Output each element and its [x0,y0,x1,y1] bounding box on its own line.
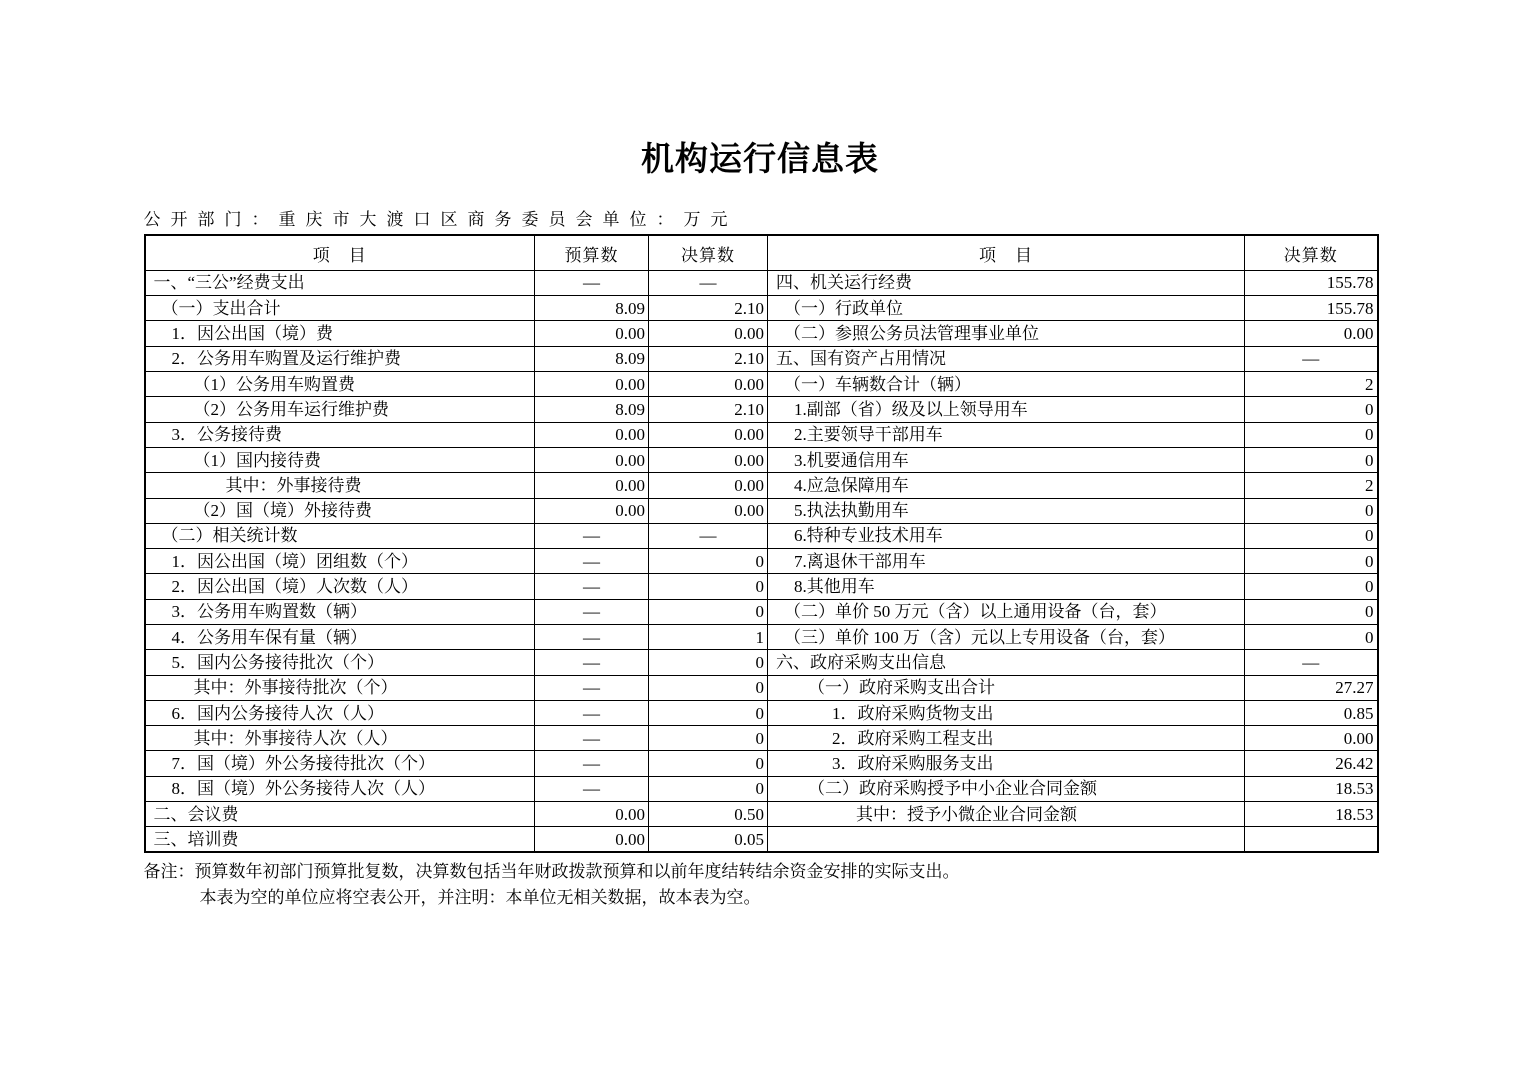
budget-value-cell: — [535,700,649,725]
table-row [145,726,1378,751]
right-final-value-cell: 0 [1245,625,1378,650]
right-final-value-cell: 18.53 [1245,776,1378,801]
budget-value-cell: — [535,625,649,650]
table-row [145,397,1378,422]
document-page [144,0,1377,911]
right-item-cell: 6.特种专业技术用车 [768,523,1245,548]
left-item-cell: 2．因公出国（境）人次数（人） [145,574,535,599]
final-value-cell: — [649,270,768,295]
table-row [145,473,1378,498]
budget-value-cell: 0.00 [535,827,649,852]
table-row [145,802,1378,827]
left-item-cell: （2）公务用车运行维护费 [145,397,535,422]
info-table [144,234,1379,853]
final-value-cell: 0 [649,650,768,675]
left-item-cell: 二、会议费 [145,802,535,827]
budget-value-cell: — [535,523,649,548]
left-item-cell: 其中：外事接待费 [145,473,535,498]
left-item-cell: 一、“三公”经费支出 [145,270,535,295]
right-final-value-cell: — [1245,346,1378,371]
table-header [145,235,1378,270]
table-row [145,574,1378,599]
budget-value-cell: 0.00 [535,321,649,346]
final-value-cell: 0 [649,751,768,776]
budget-value-cell: 0.00 [535,498,649,523]
table-row [145,650,1378,675]
right-final-value-cell: 0 [1245,397,1378,422]
left-item-cell: 6．国内公务接待人次（人） [145,700,535,725]
note-label: 备注： [143,862,195,882]
final-value-cell: 0.00 [649,498,768,523]
final-value-cell: 0.05 [649,827,768,852]
right-final-value-cell: 0.00 [1245,321,1378,346]
table-row [145,751,1378,776]
table-row [145,346,1378,371]
right-final-value-cell [1245,827,1378,852]
right-item-cell: （二）参照公务员法管理事业单位 [768,321,1245,346]
final-value-cell: 0 [649,549,768,574]
budget-value-cell: — [535,776,649,801]
final-value-cell: 0.00 [649,422,768,447]
col-header-budget: 预算数 [535,235,649,270]
table-row [145,372,1378,397]
budget-value-cell: — [535,599,649,624]
col-header-final-left: 决算数 [649,235,768,270]
col-header-item-right: 项 目 [768,235,1245,270]
left-item-cell: 1．因公出国（境）费 [145,321,535,346]
page-title: 机构运行信息表 [641,142,879,178]
final-value-cell: 0 [649,599,768,624]
table-row [145,321,1378,346]
table-row [145,270,1378,295]
right-item-cell [768,827,1245,852]
right-final-value-cell: 2 [1245,473,1378,498]
left-item-cell: 3．公务用车购置数（辆） [145,599,535,624]
budget-value-cell: 0.00 [535,372,649,397]
table-row [145,700,1378,725]
table-row [145,625,1378,650]
budget-value-cell: — [535,270,649,295]
note-line-2 [144,885,1377,911]
table-row [145,296,1378,321]
left-item-cell: 其中：外事接待人次（人） [145,726,535,751]
right-final-value-cell: 0 [1245,498,1378,523]
left-item-cell: 5．国内公务接待批次（个） [145,650,535,675]
budget-value-cell: — [535,574,649,599]
right-item-cell: 4.应急保障用车 [768,473,1245,498]
right-final-value-cell: 0 [1245,447,1378,472]
final-value-cell: 0 [649,675,768,700]
right-item-cell: 7.离退休干部用车 [768,549,1245,574]
right-final-value-cell: — [1245,650,1378,675]
notes [144,859,1377,911]
final-value-cell: 0 [649,700,768,725]
final-value-cell: 0.00 [649,321,768,346]
public-department-label: 公开部门：重庆市大渡口区商务委员会 [143,210,603,230]
right-final-value-cell: 0.85 [1245,700,1378,725]
right-final-value-cell: 0 [1245,574,1378,599]
right-item-cell: （一）行政单位 [768,296,1245,321]
right-item-cell: 其中：授予小微企业合同金额 [768,802,1245,827]
right-item-cell: （二）单价 50 万元（含）以上通用设备（台，套） [768,599,1245,624]
left-item-cell: 8．国（境）外公务接待人次（人） [145,776,535,801]
left-item-cell: （1）公务用车购置费 [145,372,535,397]
left-item-cell: （1）国内接待费 [145,447,535,472]
unit-label: 单位：万元 [602,210,738,230]
budget-value-cell: — [535,675,649,700]
note-line-1 [144,859,1377,885]
budget-value-cell: 8.09 [535,397,649,422]
left-item-cell: （一）支出合计 [145,296,535,321]
table-row [145,447,1378,472]
right-item-cell: 2．政府采购工程支出 [768,726,1245,751]
left-item-cell: 3．公务接待费 [145,422,535,447]
note-text-1: 预算数年初部门预算批复数，决算数包括当年财政拨款预算和以前年度结转结余资金安排的实际支出。 [194,862,960,882]
final-value-cell: 0.00 [649,447,768,472]
right-final-value-cell: 155.78 [1245,270,1378,295]
right-final-value-cell: 0.00 [1245,726,1378,751]
right-final-value-cell: 0 [1245,549,1378,574]
budget-value-cell: 0.00 [535,447,649,472]
budget-value-cell: — [535,751,649,776]
final-value-cell: 0.00 [649,372,768,397]
col-header-final-right: 决算数 [1245,235,1378,270]
final-value-cell: 2.10 [649,296,768,321]
right-item-cell: 2.主要领导干部用车 [768,422,1245,447]
budget-value-cell: 0.00 [535,802,649,827]
table-row [145,675,1378,700]
left-item-cell: （二）相关统计数 [145,523,535,548]
right-item-cell: （一）政府采购支出合计 [768,675,1245,700]
table-row [145,549,1378,574]
budget-value-cell: 0.00 [535,473,649,498]
table-row [145,599,1378,624]
right-item-cell: （三）单价 100 万（含）元以上专用设备（台，套） [768,625,1245,650]
right-item-cell: 5.执法执勤用车 [768,498,1245,523]
budget-value-cell: — [535,726,649,751]
right-item-cell: 1.副部（省）级及以上领导用车 [768,397,1245,422]
right-item-cell: 五、国有资产占用情况 [768,346,1245,371]
final-value-cell: 0 [649,776,768,801]
final-value-cell: 2.10 [649,397,768,422]
left-item-cell: 1．因公出国（境）团组数（个） [145,549,535,574]
final-value-cell: 0.00 [649,473,768,498]
left-item-cell: 7．国（境）外公务接待批次（个） [145,751,535,776]
table-row [145,498,1378,523]
right-final-value-cell: 27.27 [1245,675,1378,700]
table-row [145,776,1378,801]
budget-value-cell: — [535,549,649,574]
final-value-cell: 0.50 [649,802,768,827]
budget-value-cell: — [535,650,649,675]
table-row [145,523,1378,548]
table-row [145,422,1378,447]
right-final-value-cell: 26.42 [1245,751,1378,776]
budget-value-cell: 0.00 [535,422,649,447]
final-value-cell: 0 [649,726,768,751]
right-item-cell: 3.机要通信用车 [768,447,1245,472]
header-row [145,235,1378,270]
table-row [145,827,1378,852]
final-value-cell: 2.10 [649,346,768,371]
left-item-cell: 2．公务用车购置及运行维护费 [145,346,535,371]
right-item-cell: 8.其他用车 [768,574,1245,599]
right-final-value-cell: 0 [1245,599,1378,624]
note-text-2: 本表为空的单位应将空表公开，并注明：本单位无相关数据，故本表为空。 [199,888,761,908]
table-body [145,270,1378,852]
right-final-value-cell: 0 [1245,422,1378,447]
meta-line [144,209,1377,231]
right-final-value-cell: 18.53 [1245,802,1378,827]
final-value-cell: 1 [649,625,768,650]
right-item-cell: 六、政府采购支出信息 [768,650,1245,675]
left-item-cell: 4．公务用车保有量（辆） [145,625,535,650]
left-item-cell: 三、培训费 [145,827,535,852]
col-header-item-left: 项 目 [145,235,535,270]
final-value-cell: — [649,523,768,548]
right-final-value-cell: 0 [1245,523,1378,548]
right-item-cell: 3．政府采购服务支出 [768,751,1245,776]
right-final-value-cell: 155.78 [1245,296,1378,321]
right-item-cell: （一）车辆数合计（辆） [768,372,1245,397]
left-item-cell: （2）国（境）外接待费 [145,498,535,523]
budget-value-cell: 8.09 [535,296,649,321]
final-value-cell: 0 [649,574,768,599]
left-item-cell: 其中：外事接待批次（个） [145,675,535,700]
right-item-cell: 1．政府采购货物支出 [768,700,1245,725]
budget-value-cell: 8.09 [535,346,649,371]
right-item-cell: 四、机关运行经费 [768,270,1245,295]
right-final-value-cell: 2 [1245,372,1378,397]
right-item-cell: （二）政府采购授予中小企业合同金额 [768,776,1245,801]
